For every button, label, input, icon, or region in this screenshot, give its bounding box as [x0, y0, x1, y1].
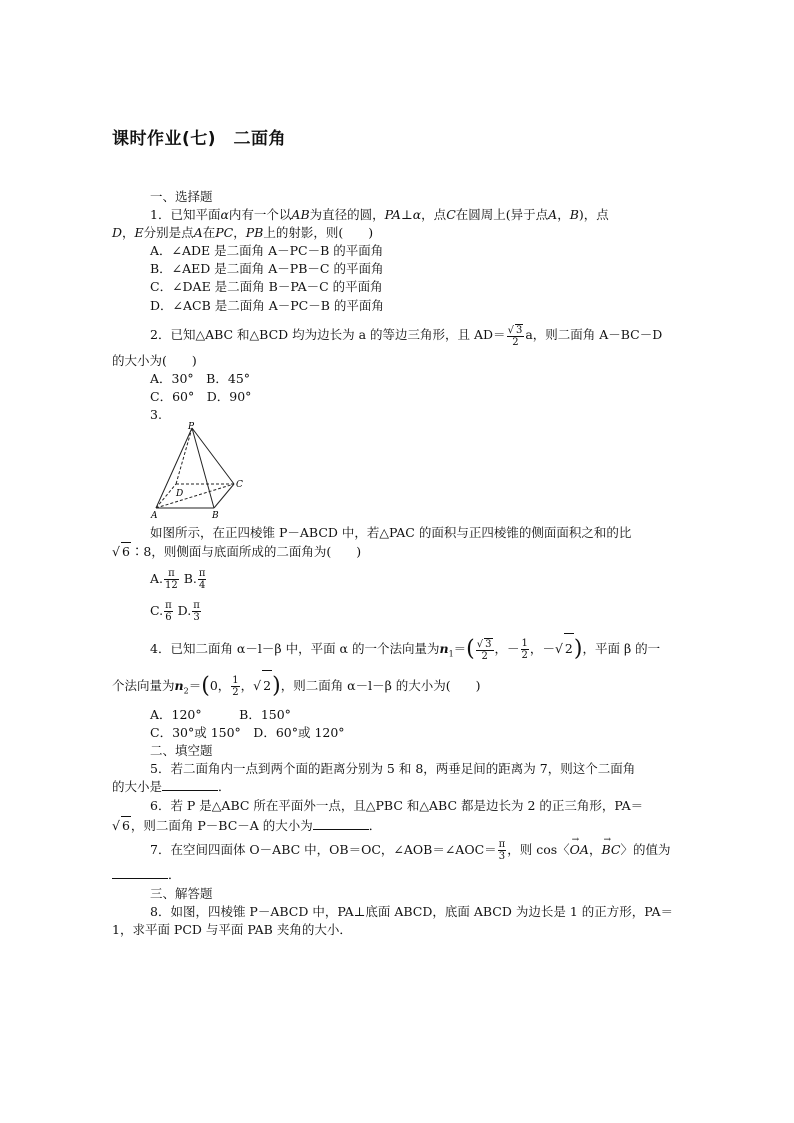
question-4-options-2: C．30°或 150° D．60°或 120° — [150, 725, 345, 740]
question-8-line-2: 1，求平面 PCD 与平面 PAB 夹角的大小． — [112, 922, 352, 937]
question-2-line-1: 2．已知△ABC 和△BCD 均为边长为 a 的等边三角形，且 AD＝ $\frac{√ 3}{2}$ a，则二面角 A－BC－D — [150, 324, 663, 348]
page-title: 课时作业(七) 二面角 — [112, 129, 287, 149]
question-5-line-2: 的大小是 ． — [112, 779, 231, 794]
question-1-option-d: D．∠ACB 是二面角 A－PC－B 的平面角 — [150, 298, 384, 313]
question-6-line-1: 6．若 P 是△ABC 所在平面外一点，且△PBC 和△ABC 都是边长为 2 的正三角形，PA＝ — [150, 798, 644, 813]
question-7-line-2: ． — [112, 866, 181, 884]
question-7-line-1: 7．在空间四面体 O－ABC 中，OB＝OC，∠AOB＝∠AOC＝ $\frac{\pi}{3}$ ，则 cos〈→ OA，→ BC〉的值为 — [150, 836, 670, 864]
question-6-line-2: √ 6，则二面角 P－BC－A 的大小为 ． — [112, 818, 382, 833]
question-4-line-1: 4．已知二面角 α－l－β 中，平面 α 的一个法向量为$n_1=$( $\frac{√ 3}{2}$ ，－ $\frac{1}{2}$ ，－√ 2)，平面 β 的一 — [150, 633, 660, 670]
label-d: D — [176, 489, 184, 499]
question-8-line-1: 8．如图，四棱锥 P－ABCD 中，PA⊥底面 ABCD，底面 ABCD 为边长是 1 的正方形，PA＝ — [150, 904, 674, 919]
section-answer-heading: 三、解答题 — [150, 886, 213, 901]
question-1-option-a: A．∠ADE 是二面角 A－PC－B 的平面角 — [150, 243, 384, 258]
question-1-option-b: B．∠AED 是二面角 A－PB－C 的平面角 — [150, 261, 384, 276]
question-3-line-2: √ 6∶8，则侧面与底面所成的二面角为( ) — [112, 544, 362, 559]
question-4-line-2: 个法向量为$n_2=(0$， $\frac{1}{2}$ ，√ 2)，则二面角 α－l－β 的大小为( ) — [112, 670, 481, 707]
section-fill-heading: 二、填空题 — [150, 743, 213, 758]
question-1-line-1: 1．已知平面α内有一个以AB为直径的圆，PA⊥α，点C在圆周上(异于点A，B)，点 — [150, 207, 609, 222]
question-4-options-1: A．120° B．150° — [150, 707, 291, 722]
question-2-line-2: 的大小为( ) — [112, 353, 197, 368]
question-5-line-1: 5．若二面角内一点到两个面的距离分别为 5 和 8，两垂足间的距离为 7，则这个二面角 — [150, 761, 636, 776]
answer-blank[interactable] — [313, 817, 369, 830]
question-3-options-2: C. $\frac{\pi}{6}$ D. $\frac{\pi}{3}$ — [150, 600, 200, 623]
question-3-number: 3. — [150, 407, 162, 422]
label-b: B — [212, 511, 219, 521]
label-a: A — [151, 511, 158, 521]
section-choice-heading: 一、选择题 — [150, 189, 213, 204]
question-3-options-1: A. $\frac{\pi}{12}$ B. $\frac{\pi}{4}$ — [150, 568, 206, 591]
answer-blank[interactable] — [112, 866, 168, 879]
question-1-line-2: D，E分别是点A在PC，PB上的射影，则( ) — [112, 225, 374, 240]
label-p: P — [188, 422, 195, 432]
question-2-options-2: C．60° D．90° — [150, 389, 252, 404]
question-3-line-1: 如图所示，在正四棱锥 P－ABCD 中，若△PAC 的面积与正四棱锥的侧面面积之和的比 — [150, 525, 632, 540]
answer-blank[interactable] — [162, 778, 218, 791]
label-c: C — [236, 480, 243, 490]
question-2-options-1: A．30° B．45° — [150, 371, 251, 386]
question-1-option-c: C．∠DAE 是二面角 B－PA－C 的平面角 — [150, 279, 383, 294]
fraction: $\frac{√ 3}{2}$ — [507, 324, 523, 348]
pyramid-figure — [148, 420, 248, 522]
